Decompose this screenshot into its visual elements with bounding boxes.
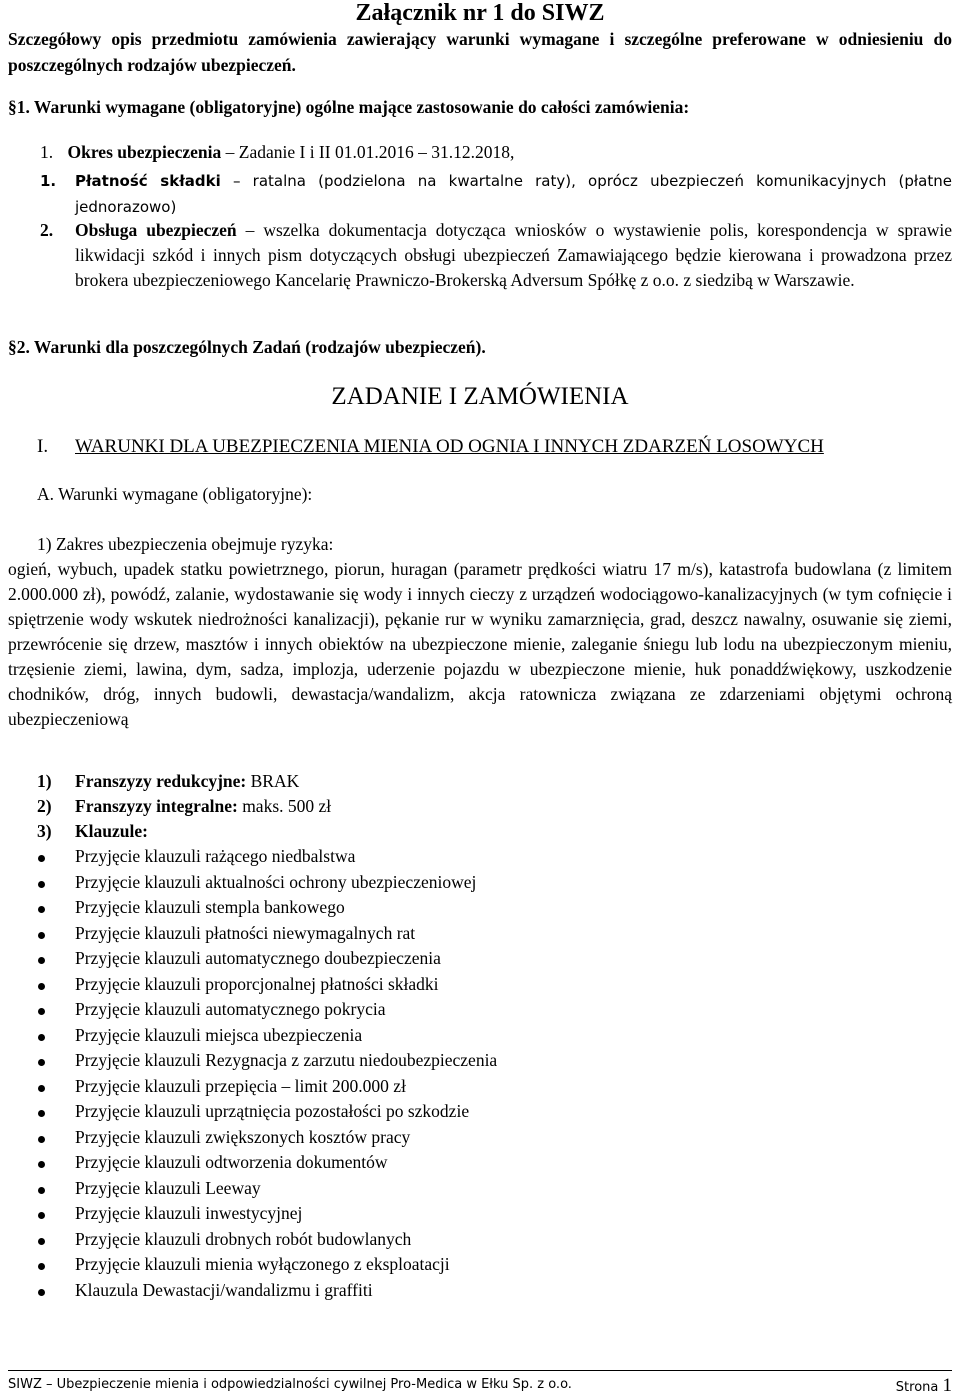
bullet-icon: [38, 983, 45, 990]
bullet-icon: [38, 1289, 45, 1296]
section2-heading: §2. Warunki dla poszczególnych Zadań (rodzajów ubezpieczeń).: [8, 337, 486, 357]
item-number: 2): [37, 796, 52, 816]
document-title: Załącznik nr 1 do SIWZ: [355, 0, 605, 26]
item-number: 1.: [40, 142, 54, 162]
bullet-icon: [38, 1187, 45, 1194]
bullet-icon: [38, 1034, 45, 1041]
item-number: 1): [37, 771, 52, 791]
section1-item-okres: [40, 142, 514, 163]
footer-page-number: [896, 1375, 952, 1397]
bullet-icon: [38, 1008, 45, 1015]
zakres-line: [37, 534, 333, 555]
zakres-text: obejmuje ryzyka:: [207, 534, 334, 554]
bullet-icon: [38, 855, 45, 862]
item-text: – ratalna (podzielona na kwartalne raty), oprócz ubezpieczeń komunikacyjnych (płatne jednorazowo): [75, 172, 952, 216]
footer-divider: [8, 1370, 952, 1371]
bullet-icon: [38, 1110, 45, 1117]
document-subtitle: Szczegółowy opis przedmiotu zamówienia zawierający warunki wymagane i szczególne preferowane w odniesieniu do poszczególnych rodzajów ubezpieczeń.: [8, 29, 952, 75]
item-label: Płatność składki: [75, 172, 221, 190]
ryzyka-paragraph: ogień, wybuch, upadek statku powietrznego, piorun, huragan (parametr prędkości wiatru 17 m/s), katastrofa budowlana (z limitem 2.000.000 zł), powódź, zalanie, wydostawanie się wody i innych cieczy z urządzeń wodociągowo-kanalizacyjnych (w tym cofnięcie i spiętrzenie wody wskutek niedrożności kanalizacji), pękanie rur w wyniku zamarznięcia, grad, deszcz nawalny, osuwanie się ziemi, przewrócenie się drzew, masztów i innych obiektów na ubezpieczone mienie, zaleganie śniegu lub lodu na ubezpieczonym mieniu, trzęsienie ziemi, lawina, dym, sadza, implozja, uderzenie pojazdu w ubezpieczone mienie, huk ponaddźwiękowy, uszkodzenie chodników, dróg, innych budowli, dewastacja/wandalizm, akcja ratownicza związana ze zdarzeniami objętymi ochroną ubezpieczeniową: [8, 559, 952, 729]
item-label: Franszyzy redukcyjne:: [75, 771, 247, 791]
item-label: Klauzule:: [75, 821, 148, 841]
bullet-icon: [38, 1161, 45, 1168]
franszyza-redukcyjna: [37, 771, 299, 792]
item-label: Franszyzy integralne:: [75, 796, 238, 816]
bullet-icon: [38, 881, 45, 888]
franszyza-integralna: [37, 796, 331, 817]
footer-text: SIWZ – Ubezpieczenie mienia i odpowiedzialności cywilnej Pro-Medica w Ełku Sp. z o.o.: [8, 1377, 572, 1392]
bullet-icon: [38, 906, 45, 913]
section1-item-obsluga: [40, 218, 952, 293]
page-label: Strona: [895, 1380, 939, 1395]
bullet-icon: [38, 1136, 45, 1143]
zakres-label: 1) Zakres ubezpieczenia: [37, 534, 208, 554]
klauzule-heading: [37, 821, 148, 842]
zadanie-heading: ZADANIE I ZAMÓWIENIA: [331, 383, 629, 410]
bullet-icon: [38, 1059, 45, 1066]
bullet-icon: [38, 1238, 45, 1245]
bullet-icon: [38, 1263, 45, 1270]
bullet-icon: [38, 957, 45, 964]
section1-item-platnosc: [40, 168, 952, 220]
bullet-icon: [38, 932, 45, 939]
item-text: – Zadanie I i II 01.01.2016 – 31.12.2018,: [221, 142, 515, 162]
item-text: – wszelka dokumentacja dotycząca wniosków o wystawienie polis, korespondencja w sprawie likwidacji szkód i innych pism dotyczących obsługi ubezpieczeń Zamawiającego będzie kierowana i prowadzona przez brokera ubezpieczeniowego Kancelarię Prawniczo-Brokerską Adversum Spółkę z o.o. z siedzibą w Warszawie.: [75, 220, 952, 290]
warunki-title: WARUNKI DLA UBEZPIECZENIA MIENIA OD OGNIA I INNYCH ZDARZEŃ LOSOWYCH: [75, 436, 824, 457]
item-label: Obsługa ubezpieczeń: [75, 220, 237, 240]
item-label: Okres ubezpieczenia: [67, 142, 222, 162]
item-value: maks. 500 zł: [237, 796, 332, 816]
bullet-icon: [38, 1085, 45, 1092]
bullet-icon: [38, 1212, 45, 1219]
warunki-number: I.: [37, 436, 49, 457]
item-number: 1.: [40, 172, 57, 190]
sub-a-heading: A. Warunki wymagane (obligatoryjne):: [37, 484, 313, 504]
item-value: BRAK: [246, 771, 300, 791]
item-number: 3): [37, 821, 52, 841]
item-number: 2.: [40, 220, 54, 240]
page-number: 1: [942, 1375, 952, 1396]
section1-heading: §1. Warunki wymagane (obligatoryjne) ogólne mające zastosowanie do całości zamówienia:: [8, 97, 690, 117]
